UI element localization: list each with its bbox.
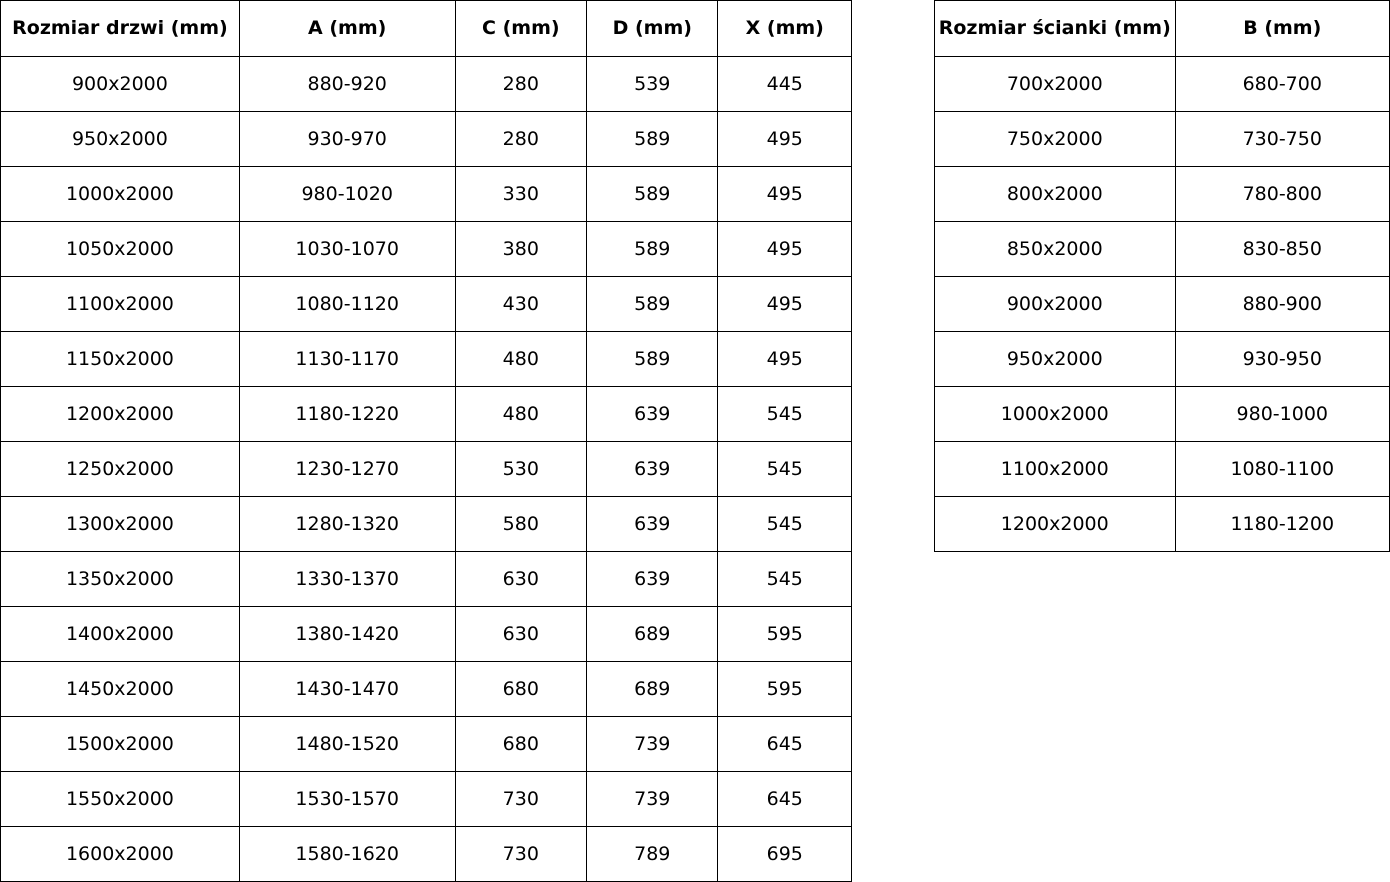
cell-d: 589 [587, 277, 718, 332]
cell-door-size: 1300x2000 [1, 497, 240, 552]
column-header-d: D (mm) [587, 1, 718, 57]
cell-wall-size: 1200x2000 [935, 497, 1176, 552]
cell-wall-size: 1000x2000 [935, 387, 1176, 442]
cell-x: 495 [718, 277, 852, 332]
cell-c: 730 [455, 772, 586, 827]
table-row [935, 167, 1390, 222]
table-row [1, 607, 852, 662]
cell-d: 689 [587, 607, 718, 662]
cell-door-size: 1350x2000 [1, 552, 240, 607]
cell-a: 1080-1120 [239, 277, 455, 332]
cell-c: 630 [455, 607, 586, 662]
cell-c: 380 [455, 222, 586, 277]
table-row [1, 717, 852, 772]
cell-x: 495 [718, 222, 852, 277]
table-row [1, 497, 852, 552]
cell-d: 539 [587, 57, 718, 112]
cell-a: 1380-1420 [239, 607, 455, 662]
cell-x: 495 [718, 167, 852, 222]
table-row [935, 497, 1390, 552]
cell-door-size: 950x2000 [1, 112, 240, 167]
column-header-wall-size: Rozmiar ścianki (mm) [935, 1, 1176, 57]
cell-door-size: 1150x2000 [1, 332, 240, 387]
cell-door-size: 1500x2000 [1, 717, 240, 772]
cell-x: 545 [718, 552, 852, 607]
cell-b: 930-950 [1175, 332, 1389, 387]
cell-c: 280 [455, 112, 586, 167]
cell-b: 730-750 [1175, 112, 1389, 167]
cell-b: 680-700 [1175, 57, 1389, 112]
cell-x: 445 [718, 57, 852, 112]
table-header-row [1, 1, 852, 57]
cell-c: 480 [455, 387, 586, 442]
cell-d: 589 [587, 112, 718, 167]
cell-wall-size: 800x2000 [935, 167, 1176, 222]
cell-b: 780-800 [1175, 167, 1389, 222]
cell-d: 639 [587, 442, 718, 497]
cell-door-size: 1000x2000 [1, 167, 240, 222]
cell-c: 530 [455, 442, 586, 497]
cell-door-size: 1400x2000 [1, 607, 240, 662]
cell-c: 580 [455, 497, 586, 552]
cell-c: 680 [455, 662, 586, 717]
cell-x: 595 [718, 607, 852, 662]
cell-d: 639 [587, 387, 718, 442]
cell-door-size: 1050x2000 [1, 222, 240, 277]
cell-d: 739 [587, 772, 718, 827]
table-header-row [935, 1, 1390, 57]
cell-b: 830-850 [1175, 222, 1389, 277]
cell-d: 589 [587, 222, 718, 277]
cell-x: 645 [718, 772, 852, 827]
cell-b: 1180-1200 [1175, 497, 1389, 552]
cell-a: 1030-1070 [239, 222, 455, 277]
cell-d: 589 [587, 167, 718, 222]
cell-door-size: 1600x2000 [1, 827, 240, 882]
column-header-a: A (mm) [239, 1, 455, 57]
cell-c: 430 [455, 277, 586, 332]
table-row [1, 662, 852, 717]
cell-wall-size: 850x2000 [935, 222, 1176, 277]
cell-c: 330 [455, 167, 586, 222]
cell-door-size: 1200x2000 [1, 387, 240, 442]
wall-size-table [934, 0, 1390, 552]
table-row [1, 167, 852, 222]
cell-x: 545 [718, 497, 852, 552]
table-row [935, 387, 1390, 442]
cell-a: 1280-1320 [239, 497, 455, 552]
table-row [935, 442, 1390, 497]
cell-a: 1330-1370 [239, 552, 455, 607]
cell-wall-size: 1100x2000 [935, 442, 1176, 497]
cell-x: 545 [718, 442, 852, 497]
cell-x: 495 [718, 332, 852, 387]
cell-a: 1130-1170 [239, 332, 455, 387]
column-header-c: C (mm) [455, 1, 586, 57]
cell-door-size: 1450x2000 [1, 662, 240, 717]
cell-c: 280 [455, 57, 586, 112]
cell-c: 730 [455, 827, 586, 882]
cell-d: 639 [587, 552, 718, 607]
cell-x: 545 [718, 387, 852, 442]
cell-a: 930-970 [239, 112, 455, 167]
cell-wall-size: 950x2000 [935, 332, 1176, 387]
column-header-x: X (mm) [718, 1, 852, 57]
column-header-door-size: Rozmiar drzwi (mm) [1, 1, 240, 57]
table-row [935, 112, 1390, 167]
cell-d: 689 [587, 662, 718, 717]
cell-c: 680 [455, 717, 586, 772]
table-row [1, 57, 852, 112]
table-row [1, 277, 852, 332]
table-row [935, 57, 1390, 112]
table-row [1, 387, 852, 442]
cell-d: 739 [587, 717, 718, 772]
cell-d: 639 [587, 497, 718, 552]
cell-door-size: 1250x2000 [1, 442, 240, 497]
cell-x: 595 [718, 662, 852, 717]
column-header-b: B (mm) [1175, 1, 1389, 57]
table-row [1, 442, 852, 497]
cell-c: 480 [455, 332, 586, 387]
table-row [1, 222, 852, 277]
cell-a: 1580-1620 [239, 827, 455, 882]
cell-wall-size: 900x2000 [935, 277, 1176, 332]
cell-a: 1530-1570 [239, 772, 455, 827]
table-row [1, 772, 852, 827]
table-row [1, 827, 852, 882]
cell-b: 980-1000 [1175, 387, 1389, 442]
cell-d: 789 [587, 827, 718, 882]
cell-door-size: 1550x2000 [1, 772, 240, 827]
cell-x: 645 [718, 717, 852, 772]
table-row [1, 552, 852, 607]
table-row [935, 332, 1390, 387]
cell-a: 1230-1270 [239, 442, 455, 497]
table-row [1, 332, 852, 387]
cell-b: 1080-1100 [1175, 442, 1389, 497]
cell-wall-size: 700x2000 [935, 57, 1176, 112]
cell-wall-size: 750x2000 [935, 112, 1176, 167]
cell-c: 630 [455, 552, 586, 607]
cell-a: 880-920 [239, 57, 455, 112]
cell-x: 695 [718, 827, 852, 882]
cell-x: 495 [718, 112, 852, 167]
table-row [935, 277, 1390, 332]
cell-door-size: 1100x2000 [1, 277, 240, 332]
cell-a: 1430-1470 [239, 662, 455, 717]
cell-b: 880-900 [1175, 277, 1389, 332]
cell-a: 1480-1520 [239, 717, 455, 772]
cell-a: 980-1020 [239, 167, 455, 222]
table-row [935, 222, 1390, 277]
cell-d: 589 [587, 332, 718, 387]
cell-a: 1180-1220 [239, 387, 455, 442]
table-row [1, 112, 852, 167]
cell-door-size: 900x2000 [1, 57, 240, 112]
